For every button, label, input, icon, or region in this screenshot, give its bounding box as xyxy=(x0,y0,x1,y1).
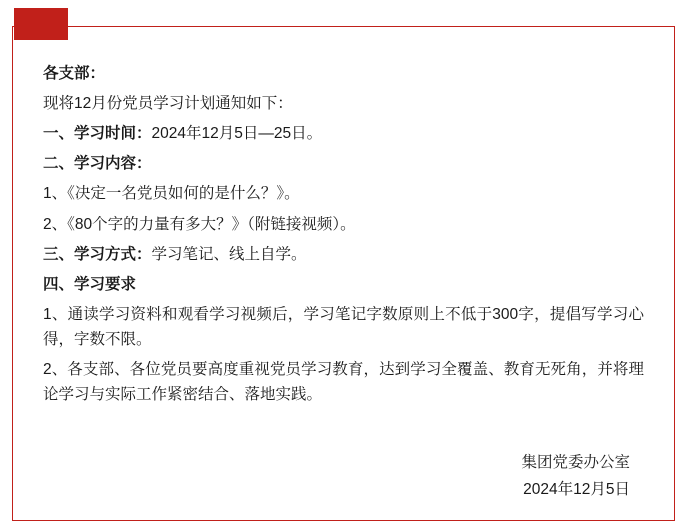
notice-body-box xyxy=(12,26,675,521)
section-requirement-heading: 四、学习要求 xyxy=(43,275,137,293)
section-study-method-heading: 三、学习方式： xyxy=(43,245,152,263)
section-study-content-heading: 二、学习内容： xyxy=(43,155,152,173)
section-study-method xyxy=(43,242,644,267)
intro-paragraph: 现将12月份党员学习计划通知如下： xyxy=(43,95,293,113)
section-study-content xyxy=(43,151,644,176)
signature-date: 2024年12月5日 xyxy=(523,481,630,499)
content-item-1: 1、《决定一名党员如何的是什么？》。 xyxy=(43,185,300,203)
red-flag-mark xyxy=(14,8,68,40)
salutation: 各支部： xyxy=(43,65,106,82)
signature-department: 集团党委办公室 xyxy=(521,454,630,472)
requirement-item-1: 1、通读学习资料和观看学习视频后，学习笔记字数原则上不低于300字，提倡写学习心得，字数不限。 xyxy=(43,305,644,348)
content-item-2: 2、《80个字的力量有多大？》（附链接视频）。 xyxy=(43,215,356,233)
section-study-method-content: 学习笔记、线上自学。 xyxy=(151,245,307,263)
notice-text xyxy=(43,61,644,504)
section-study-time-content: 2024年12月5日—25日。 xyxy=(151,125,323,143)
section-study-time-heading: 一、学习时间： xyxy=(43,125,152,143)
section-study-time xyxy=(43,121,644,146)
requirement-item-2: 2、各支部、各位党员要高度重视党员学习教育，达到学习全覆盖、教育无死角，并将理论学习与实际工作紧密结合、落地实践。 xyxy=(43,361,644,404)
signature-block xyxy=(43,449,644,503)
